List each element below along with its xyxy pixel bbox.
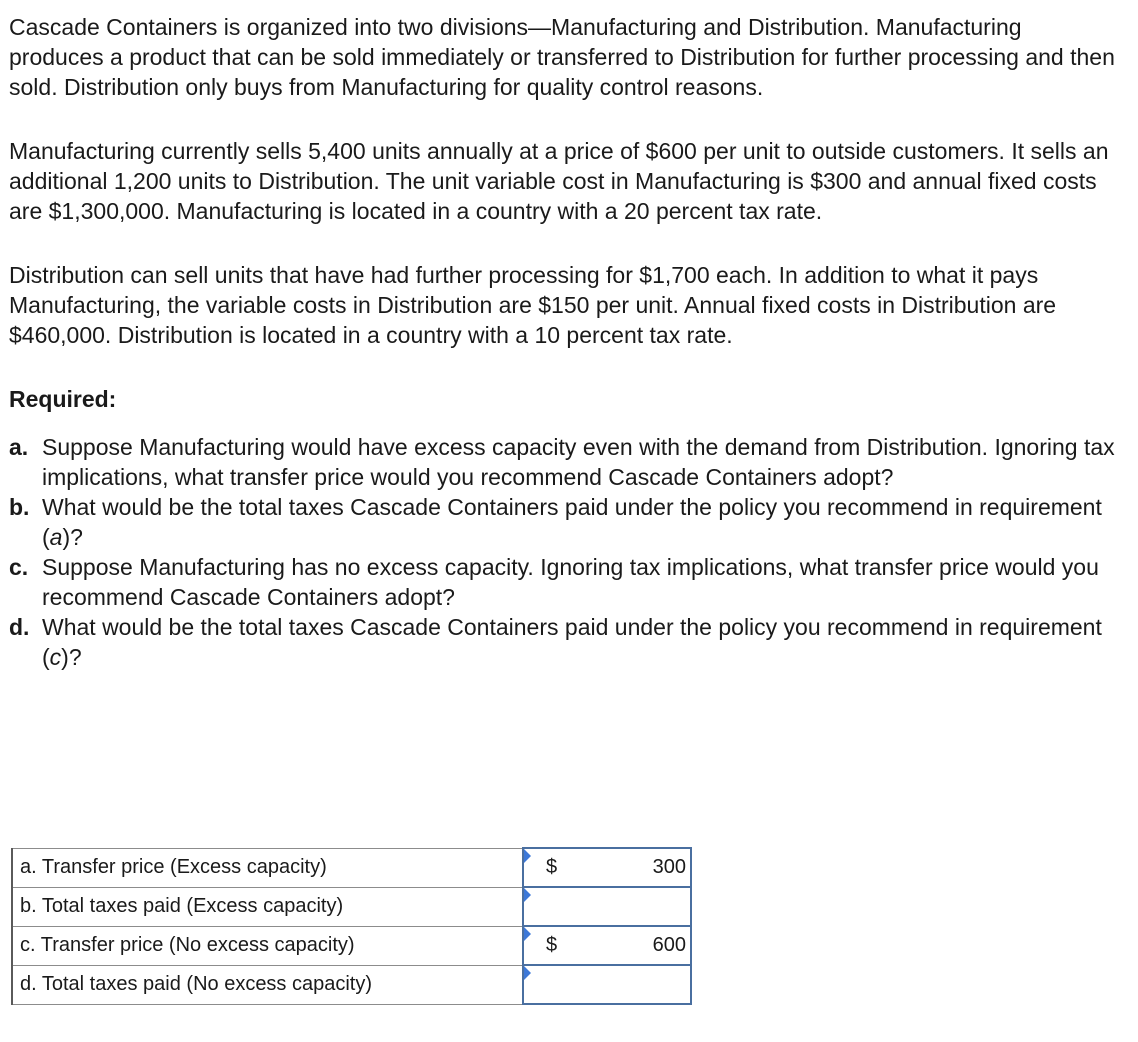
requirement-text: Suppose Manufacturing would have excess capacity even with the demand from Distribution. Ignoring tax implications, what transfer price would you recommend Cascade Containers adopt? (42, 434, 1115, 490)
requirements-list (9, 432, 1119, 672)
requirement-letter: b. (9, 494, 30, 520)
requirement-text-part: What would be the total taxes Cascade Containers paid under the policy you recommend in requirement ( (42, 614, 1102, 670)
requirement-text (42, 492, 1119, 552)
answer-input-b[interactable] (523, 887, 691, 926)
input-marker-icon (524, 888, 531, 902)
answer-row-a (12, 848, 691, 887)
answer-value[interactable]: 300 (652, 856, 686, 878)
answer-table (11, 847, 692, 1005)
answer-value[interactable]: 600 (652, 934, 686, 956)
answer-label: b. Total taxes paid (Excess capacity) (12, 887, 523, 926)
currency-symbol: $ (546, 934, 558, 956)
intro-paragraph: Cascade Containers is organized into two divisions—Manufacturing and Distribution. Manufacturing produces a product that can be sold immediately or transferred to Distribution for further processing and then sold. Distribution only buys from Manufacturing for quality control reasons. (9, 14, 1115, 100)
answer-row-d (12, 965, 691, 1004)
answer-input-d[interactable] (523, 965, 691, 1004)
answer-label: c. Transfer price (No excess capacity) (12, 926, 523, 965)
requirement-text-part: What would be the total taxes Cascade Containers paid under the policy you recommend in requirement ( (42, 494, 1102, 550)
answer-row-b (12, 887, 691, 926)
requirement-text-part: )? (61, 644, 82, 670)
currency-symbol: $ (546, 856, 558, 878)
distribution-paragraph: Distribution can sell units that have had further processing for $1,700 each. In addition to what it pays Manufacturing, the variable costs in Distribution are $150 per unit. Annual fixed costs in Distribution are $460,000. Distribution is located in a country with a 10 percent tax rate. (9, 262, 1057, 348)
requirement-text (42, 612, 1119, 672)
input-marker-icon (524, 966, 531, 980)
input-marker-icon (524, 849, 531, 863)
requirement-letter: a. (9, 434, 29, 460)
requirement-letter: d. (9, 614, 30, 640)
requirement-text-part: )? (62, 524, 83, 550)
problem-content (9, 12, 1119, 672)
manufacturing-paragraph: Manufacturing currently sells 5,400 units annually at a price of $600 per unit to outside customers. It sells an additional 1,200 units to Distribution. The unit variable cost in Manufacturing is $300 and annual fixed costs are $1,300,000. Manufacturing is located in a country with a 20 percent tax rate. (9, 138, 1109, 224)
answer-label: d. Total taxes paid (No excess capacity) (12, 965, 523, 1004)
requirement-a (9, 432, 1119, 492)
required-heading: Required: (9, 386, 117, 412)
requirement-b (9, 492, 1119, 552)
answer-input-a[interactable] (523, 848, 691, 887)
requirement-text: Suppose Manufacturing has no excess capacity. Ignoring tax implications, what transfer price would you recommend Cascade Containers adopt? (42, 554, 1099, 610)
answer-input-c[interactable] (523, 926, 691, 965)
requirement-d (9, 612, 1119, 672)
input-marker-icon (524, 927, 531, 941)
requirement-letter: c. (9, 554, 29, 580)
answer-label: a. Transfer price (Excess capacity) (12, 848, 523, 887)
requirement-ref: c (49, 644, 62, 670)
answer-row-c (12, 926, 691, 965)
requirement-c (9, 552, 1119, 612)
requirement-ref: a (49, 524, 63, 550)
